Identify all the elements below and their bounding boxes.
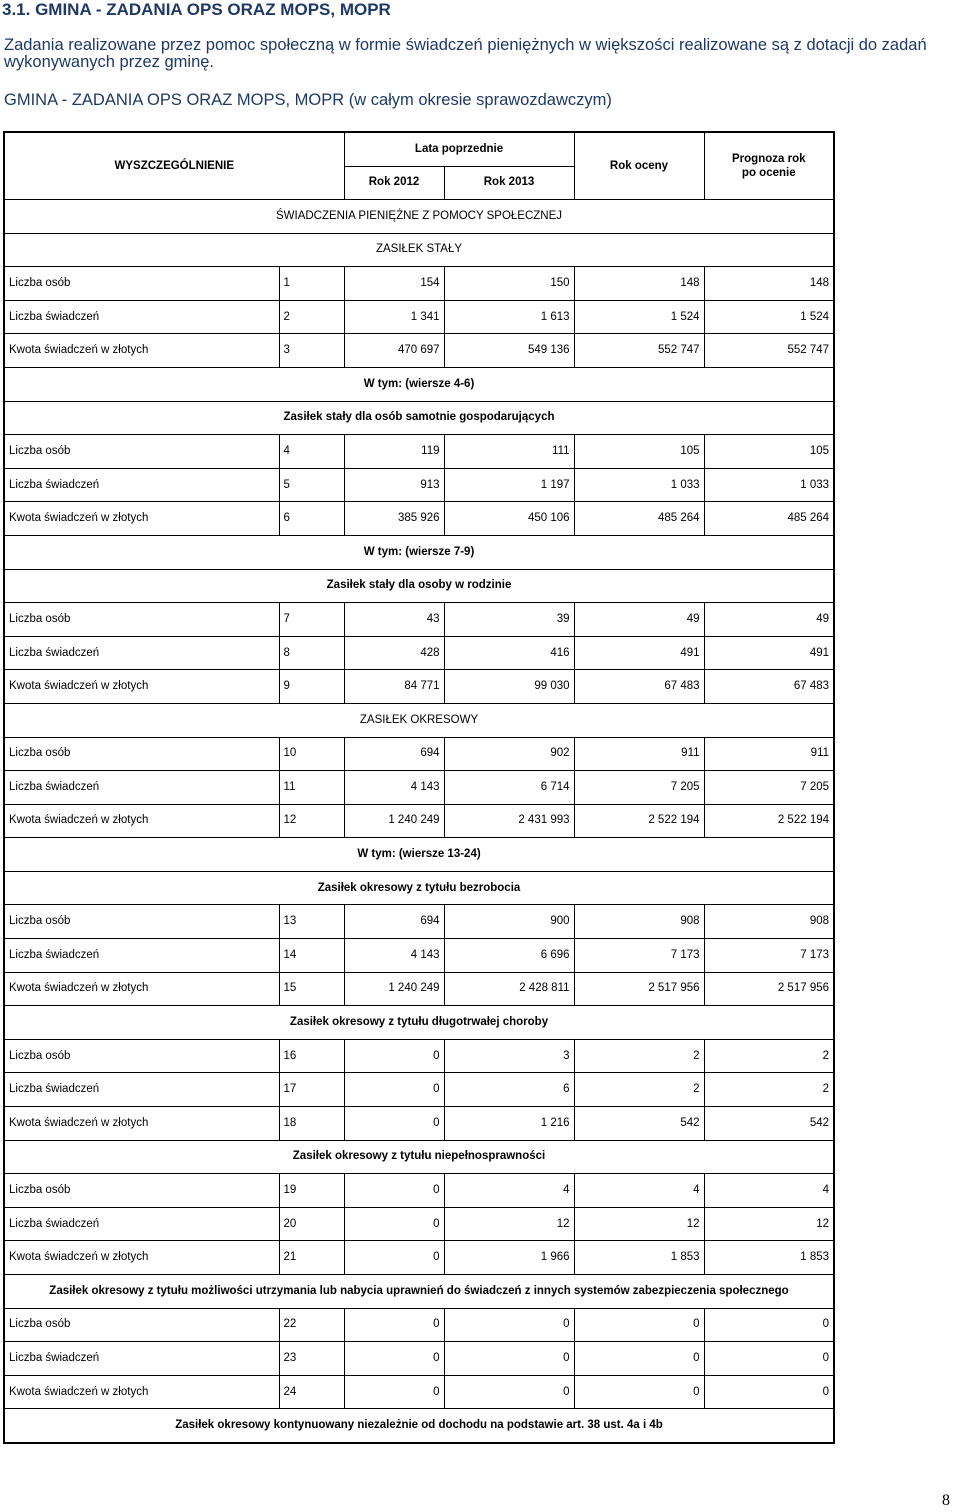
value-2012: 385 926: [344, 502, 444, 536]
row-number: 3: [279, 334, 344, 368]
section-title: Zasiłek okresowy z tytułu niepełnosprawności: [4, 1140, 834, 1174]
value-current: 4: [574, 1174, 704, 1208]
section-row: [4, 535, 834, 569]
value-2013: 1 216: [444, 1107, 574, 1141]
section-title: Zasiłek okresowy z tytułu bezrobocia: [4, 871, 834, 905]
table-row: [4, 267, 834, 301]
section-row: [4, 200, 834, 234]
value-2013: 150: [444, 267, 574, 301]
value-2012: 0: [344, 1308, 444, 1342]
table-row: [4, 334, 834, 368]
value-forecast: 4: [704, 1174, 834, 1208]
value-forecast: 49: [704, 603, 834, 637]
row-number: 6: [279, 502, 344, 536]
value-2012: 0: [344, 1174, 444, 1208]
value-2012: 154: [344, 267, 444, 301]
value-2012: 428: [344, 636, 444, 670]
value-forecast: 552 747: [704, 334, 834, 368]
value-2012: 4 143: [344, 771, 444, 805]
value-forecast: 7 173: [704, 939, 834, 973]
row-label: Kwota świadczeń w złotych: [4, 804, 279, 838]
value-forecast: 491: [704, 636, 834, 670]
section-row: [4, 401, 834, 435]
value-2012: 4 143: [344, 939, 444, 973]
table-row: [4, 1241, 834, 1275]
row-label: Liczba osób: [4, 905, 279, 939]
row-number: 23: [279, 1342, 344, 1376]
value-current: 485 264: [574, 502, 704, 536]
table-row: [4, 1073, 834, 1107]
table-row: [4, 636, 834, 670]
value-forecast: 148: [704, 267, 834, 301]
value-forecast: 2: [704, 1039, 834, 1073]
table-row: [4, 1207, 834, 1241]
table-row: [4, 905, 834, 939]
header-description: WYSZCZEGÓLNIENIE: [4, 132, 344, 200]
row-label: Kwota świadczeń w złotych: [4, 334, 279, 368]
table-row: [4, 1308, 834, 1342]
value-2013: 111: [444, 435, 574, 469]
row-label: Kwota świadczeń w złotych: [4, 502, 279, 536]
value-current: 0: [574, 1342, 704, 1376]
table-row: [4, 939, 834, 973]
section-title: ŚWIADCZENIA PIENIĘŻNE Z POMOCY SPOŁECZNEJ: [4, 200, 834, 234]
value-2013: 0: [444, 1342, 574, 1376]
row-label: Liczba świadczeń: [4, 1073, 279, 1107]
table-row: [4, 502, 834, 536]
row-number: 19: [279, 1174, 344, 1208]
section-title: Zasiłek stały dla osoby w rodzinie: [4, 569, 834, 603]
row-number: 7: [279, 603, 344, 637]
section-row: [4, 233, 834, 267]
row-number: 12: [279, 804, 344, 838]
value-current: 911: [574, 737, 704, 771]
value-2013: 549 136: [444, 334, 574, 368]
row-number: 17: [279, 1073, 344, 1107]
value-forecast: 1 033: [704, 468, 834, 502]
section-row: [4, 1275, 834, 1309]
table-row: [4, 300, 834, 334]
table-row: [4, 972, 834, 1006]
value-2013: 39: [444, 603, 574, 637]
value-current: 2: [574, 1073, 704, 1107]
row-label: Liczba osób: [4, 267, 279, 301]
table-title: GMINA - ZADANIA OPS ORAZ MOPS, MOPR (w całym okresie sprawozdawczym): [4, 91, 612, 109]
value-forecast: 0: [704, 1308, 834, 1342]
header-previous-years: Lata poprzednie: [344, 132, 574, 166]
table-row: [4, 737, 834, 771]
value-2012: 694: [344, 905, 444, 939]
row-number: 5: [279, 468, 344, 502]
section-title: ZASIŁEK STAŁY: [4, 233, 834, 267]
value-forecast: 542: [704, 1107, 834, 1141]
table-body: [4, 200, 834, 1443]
value-2013: 99 030: [444, 670, 574, 704]
value-2012: 0: [344, 1375, 444, 1409]
benefits-table: [3, 131, 835, 1444]
row-number: 2: [279, 300, 344, 334]
section-title: Zasiłek okresowy kontynuowany niezależnie od dochodu na podstawie art. 38 ust. 4a i 4b: [4, 1409, 834, 1443]
value-forecast: 12: [704, 1207, 834, 1241]
value-forecast: 105: [704, 435, 834, 469]
row-label: Kwota świadczeń w złotych: [4, 1241, 279, 1275]
value-2013: 902: [444, 737, 574, 771]
value-2012: 0: [344, 1107, 444, 1141]
section-title: Zasiłek okresowy z tytułu długotrwałej choroby: [4, 1006, 834, 1040]
section-title: W tym: (wiersze 13-24): [4, 838, 834, 872]
value-2012: 0: [344, 1073, 444, 1107]
row-number: 13: [279, 905, 344, 939]
section-row: [4, 838, 834, 872]
row-number: 15: [279, 972, 344, 1006]
value-2012: 0: [344, 1207, 444, 1241]
value-forecast: 908: [704, 905, 834, 939]
row-number: 14: [279, 939, 344, 973]
value-current: 542: [574, 1107, 704, 1141]
value-current: 491: [574, 636, 704, 670]
value-current: 148: [574, 267, 704, 301]
value-current: 1 033: [574, 468, 704, 502]
table-row: [4, 468, 834, 502]
row-label: Kwota świadczeń w złotych: [4, 972, 279, 1006]
table-row: [4, 435, 834, 469]
section-row: [4, 871, 834, 905]
value-2013: 6 696: [444, 939, 574, 973]
table-row: [4, 1375, 834, 1409]
value-2012: 84 771: [344, 670, 444, 704]
row-label: Kwota świadczeń w złotych: [4, 1375, 279, 1409]
value-2012: 1 341: [344, 300, 444, 334]
row-label: Kwota świadczeń w złotych: [4, 1107, 279, 1141]
value-current: 2 517 956: [574, 972, 704, 1006]
value-2013: 1 197: [444, 468, 574, 502]
header-row-1: [4, 132, 834, 166]
value-2012: 694: [344, 737, 444, 771]
row-label: Liczba świadczeń: [4, 636, 279, 670]
section-title: W tym: (wiersze 4-6): [4, 367, 834, 401]
value-2012: 0: [344, 1342, 444, 1376]
page-number: 8: [942, 1492, 950, 1509]
table-row: [4, 670, 834, 704]
table-row: [4, 1107, 834, 1141]
row-label: Liczba świadczeń: [4, 468, 279, 502]
row-label: Kwota świadczeń w złotych: [4, 670, 279, 704]
value-current: 2 522 194: [574, 804, 704, 838]
value-2013: 450 106: [444, 502, 574, 536]
value-2012: 43: [344, 603, 444, 637]
value-2012: 119: [344, 435, 444, 469]
value-forecast: 1 524: [704, 300, 834, 334]
value-current: 105: [574, 435, 704, 469]
value-current: 67 483: [574, 670, 704, 704]
section-title: ZASIŁEK OKRESOWY: [4, 703, 834, 737]
row-label: Liczba świadczeń: [4, 771, 279, 805]
value-2013: 12: [444, 1207, 574, 1241]
value-2013: 6: [444, 1073, 574, 1107]
value-forecast: 2 522 194: [704, 804, 834, 838]
value-current: 1 853: [574, 1241, 704, 1275]
row-label: Liczba osób: [4, 737, 279, 771]
table-row: [4, 603, 834, 637]
value-2013: 2 431 993: [444, 804, 574, 838]
row-label: Liczba osób: [4, 603, 279, 637]
value-2013: 6 714: [444, 771, 574, 805]
value-current: 49: [574, 603, 704, 637]
value-forecast: 67 483: [704, 670, 834, 704]
value-current: 908: [574, 905, 704, 939]
row-label: Liczba świadczeń: [4, 300, 279, 334]
row-number: 16: [279, 1039, 344, 1073]
section-title: W tym: (wiersze 7-9): [4, 535, 834, 569]
table-row: [4, 1342, 834, 1376]
value-2013: 0: [444, 1375, 574, 1409]
header-year-2012: Rok 2012: [344, 166, 444, 200]
value-2013: 0: [444, 1308, 574, 1342]
table-row: [4, 804, 834, 838]
row-number: 22: [279, 1308, 344, 1342]
value-current: 0: [574, 1308, 704, 1342]
row-number: 24: [279, 1375, 344, 1409]
section-row: [4, 703, 834, 737]
value-current: 7 173: [574, 939, 704, 973]
table-row: [4, 1039, 834, 1073]
row-label: Liczba świadczeń: [4, 939, 279, 973]
value-2012: 0: [344, 1241, 444, 1275]
header-forecast: Prognoza rok po ocenie: [704, 132, 834, 200]
row-number: 20: [279, 1207, 344, 1241]
value-current: 7 205: [574, 771, 704, 805]
intro-paragraph: Zadania realizowane przez pomoc społeczną w formie świadczeń pieniężnych w większości realizowane są z dotacji do zadań wykonywanych przez gminę.: [4, 36, 927, 71]
value-2013: 2 428 811: [444, 972, 574, 1006]
header-current-year: Rok oceny: [574, 132, 704, 200]
row-label: Liczba osób: [4, 435, 279, 469]
section-heading: 3.1. GMINA - ZADANIA OPS ORAZ MOPS, MOPR: [2, 0, 391, 19]
value-2013: 416: [444, 636, 574, 670]
section-row: [4, 1140, 834, 1174]
value-2012: 1 240 249: [344, 972, 444, 1006]
value-2013: 4: [444, 1174, 574, 1208]
value-2013: 1 613: [444, 300, 574, 334]
section-row: [4, 569, 834, 603]
value-forecast: 2 517 956: [704, 972, 834, 1006]
row-number: 21: [279, 1241, 344, 1275]
value-2012: 913: [344, 468, 444, 502]
table-row: [4, 771, 834, 805]
section-row: [4, 1006, 834, 1040]
value-current: 0: [574, 1375, 704, 1409]
value-current: 12: [574, 1207, 704, 1241]
value-forecast: 2: [704, 1073, 834, 1107]
section-title: Zasiłek stały dla osób samotnie gospodarujących: [4, 401, 834, 435]
row-label: Liczba osób: [4, 1174, 279, 1208]
value-2012: 470 697: [344, 334, 444, 368]
row-label: Liczba świadczeń: [4, 1342, 279, 1376]
row-number: 4: [279, 435, 344, 469]
row-number: 9: [279, 670, 344, 704]
value-2012: 1 240 249: [344, 804, 444, 838]
value-2013: 3: [444, 1039, 574, 1073]
value-current: 1 524: [574, 300, 704, 334]
row-number: 11: [279, 771, 344, 805]
value-2013: 1 966: [444, 1241, 574, 1275]
row-number: 8: [279, 636, 344, 670]
row-number: 18: [279, 1107, 344, 1141]
row-label: Liczba świadczeń: [4, 1207, 279, 1241]
header-year-2013: Rok 2013: [444, 166, 574, 200]
row-label: Liczba osób: [4, 1308, 279, 1342]
value-forecast: 0: [704, 1342, 834, 1376]
value-2012: 0: [344, 1039, 444, 1073]
value-2013: 900: [444, 905, 574, 939]
value-forecast: 485 264: [704, 502, 834, 536]
section-row: [4, 367, 834, 401]
section-row: [4, 1409, 834, 1443]
value-current: 552 747: [574, 334, 704, 368]
value-forecast: 0: [704, 1375, 834, 1409]
section-title: Zasiłek okresowy z tytułu możliwości utrzymania lub nabycia uprawnień do świadczeń z innych systemów zabezpieczenia społecznego: [4, 1275, 834, 1309]
value-forecast: 911: [704, 737, 834, 771]
row-number: 10: [279, 737, 344, 771]
value-forecast: 1 853: [704, 1241, 834, 1275]
value-current: 2: [574, 1039, 704, 1073]
row-label: Liczba osób: [4, 1039, 279, 1073]
value-forecast: 7 205: [704, 771, 834, 805]
table-row: [4, 1174, 834, 1208]
row-number: 1: [279, 267, 344, 301]
